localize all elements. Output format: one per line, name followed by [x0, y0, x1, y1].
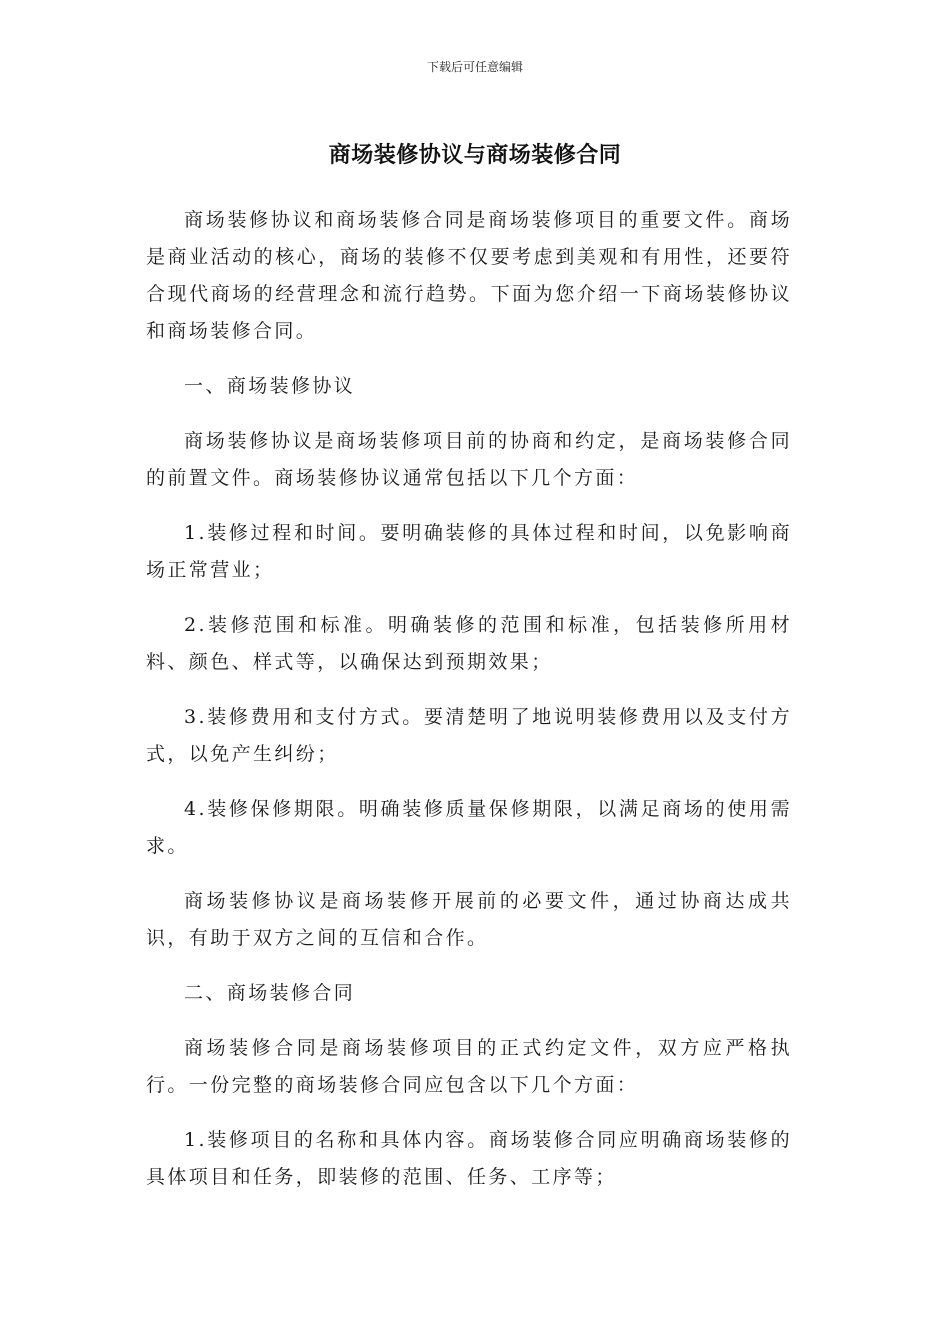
header-note: 下载后可任意编辑 — [426, 60, 523, 74]
document-body — [146, 202, 792, 1214]
paragraph-agreement-summary: 商场装修协议是商场装修开展前的必要文件，通过协商达成共识，有助于双方之间的互信和合作。 — [146, 890, 792, 949]
list-item-agreement-3: 3.装修费用和支付方式。要清楚明了地说明装修费用以及支付方式，以免产生纠纷； — [146, 706, 792, 765]
paragraph-agreement-intro: 商场装修协议是商场装修项目前的协商和约定，是商场装修合同的前置文件。商场装修协议通常包括以下几个方面： — [146, 430, 792, 489]
section-heading-contract: 二、商场装修合同 — [184, 982, 356, 1004]
list-item-agreement-2: 2.装修范围和标准。明确装修的范围和标准，包括装修所用材料、颜色、样式等，以确保达到预期效果； — [146, 614, 792, 673]
section-heading-agreement: 一、商场装修协议 — [184, 375, 356, 397]
list-item-agreement-4: 4.装修保修期限。明确装修质量保修期限，以满足商场的使用需求。 — [146, 798, 792, 857]
paragraph-intro: 商场装修协议和商场装修合同是商场装修项目的重要文件。商场是商业活动的核心，商场的装修不仅要考虑到美观和有用性，还要符合现代商场的经营理念和流行趋势。下面为您介绍一下商场装修协议和商场装修合同。 — [146, 209, 792, 342]
list-item-contract-1: 1.装修项目的名称和具体内容。商场装修合同应明确商场装修的具体项目和任务，即装修的范围、任务、工序等； — [146, 1129, 792, 1188]
document-title: 商场装修协议与商场装修合同 — [328, 143, 622, 168]
paragraph-contract-intro: 商场装修合同是商场装修项目的正式约定文件，双方应严格执行。一份完整的商场装修合同应包含以下几个方面： — [146, 1037, 792, 1096]
list-item-agreement-1: 1.装修过程和时间。要明确装修的具体过程和时间，以免影响商场正常营业； — [146, 522, 792, 581]
